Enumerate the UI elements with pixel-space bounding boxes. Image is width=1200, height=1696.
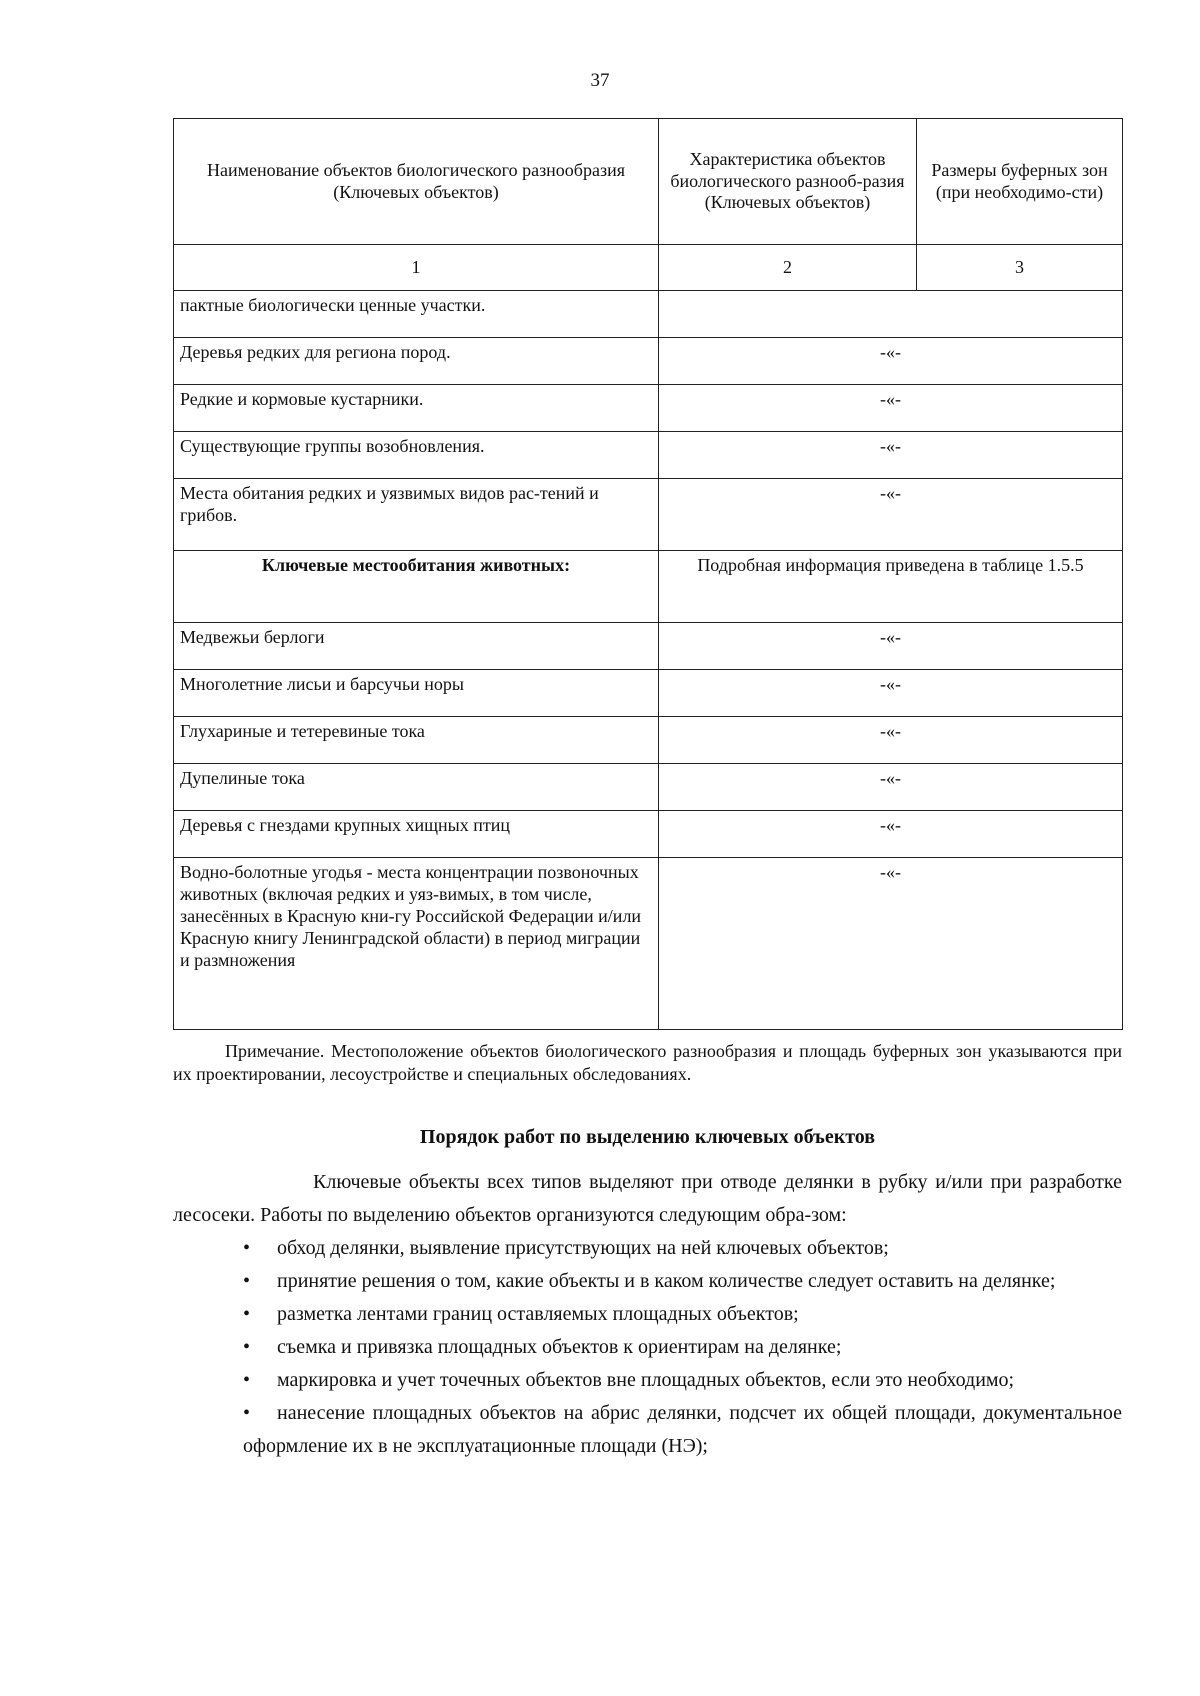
table-row bbox=[174, 811, 1123, 858]
row-value: -«- bbox=[659, 623, 1123, 670]
bullet-icon: • bbox=[243, 1237, 251, 1259]
table-row bbox=[174, 623, 1123, 670]
row-value: -«- bbox=[659, 338, 1123, 385]
row-value: -«- bbox=[659, 385, 1123, 432]
row-name: Многолетние лисьи и барсучьи норы bbox=[174, 670, 659, 717]
bullet-icon: • bbox=[243, 1336, 251, 1358]
row-name: Дупелиные тока bbox=[174, 764, 659, 811]
table-row-section bbox=[174, 551, 1123, 623]
row-name: Существующие группы возобновления. bbox=[174, 432, 659, 479]
table-row bbox=[174, 432, 1123, 479]
row-name: Деревья редких для региона пород. bbox=[174, 338, 659, 385]
list-item bbox=[173, 1331, 1122, 1364]
list-item-text: разметка лентами границ оставляемых площадных объектов; bbox=[277, 1303, 799, 1325]
list-item bbox=[173, 1232, 1122, 1265]
list-item-text: съемка и привязка площадных объектов к ориентирам на делянке; bbox=[277, 1336, 842, 1358]
row-name: Ключевые местообитания животных: bbox=[174, 551, 659, 623]
list-item bbox=[173, 1397, 1122, 1463]
table-row bbox=[174, 385, 1123, 432]
table-header-row bbox=[174, 119, 1123, 245]
row-name: Водно-болотные угодья - места концентрации позвоночных животных (включая редких и уяз-вимых, в том числе, занесённых в Красную кни-гу Российской Федерации и/или Красную книгу Ленинградской области) в период миграции и размножения bbox=[174, 858, 659, 1030]
header-buffer-zones: Размеры буферных зон (при необходимо-сти) bbox=[917, 119, 1123, 245]
row-value: -«- bbox=[659, 717, 1123, 764]
bullet-icon: • bbox=[243, 1402, 251, 1424]
row-name: Редкие и кормовые кустарники. bbox=[174, 385, 659, 432]
table-row bbox=[174, 717, 1123, 764]
biodiversity-table bbox=[173, 118, 1123, 1030]
table-row bbox=[174, 670, 1123, 717]
table-row bbox=[174, 479, 1123, 551]
table-row bbox=[174, 291, 1123, 338]
column-number: 1 bbox=[174, 245, 659, 291]
header-name: Наименование объектов биологического разнообразия (Ключевых объектов) bbox=[174, 119, 659, 245]
table-row bbox=[174, 858, 1123, 1030]
list-item-text: нанесение площадных объектов на абрис делянки, подсчет их общей площади, документальное оформление их в не эксплуатационные площади (НЭ); bbox=[243, 1402, 1122, 1457]
list-item bbox=[173, 1364, 1122, 1397]
list-item bbox=[173, 1265, 1122, 1298]
list-item-text: маркировка и учет точечных объектов вне площадных объектов, если это необходимо; bbox=[277, 1369, 1015, 1391]
row-value: -«- bbox=[659, 811, 1123, 858]
row-name: Деревья с гнездами крупных хищных птиц bbox=[174, 811, 659, 858]
page-number: 37 bbox=[590, 70, 610, 91]
row-value: -«- bbox=[659, 858, 1123, 1030]
row-value: -«- bbox=[659, 670, 1123, 717]
body-text bbox=[173, 1166, 1122, 1463]
row-value: -«- bbox=[659, 432, 1123, 479]
row-value: -«- bbox=[659, 479, 1123, 551]
header-characteristics: Характеристика объектов биологического разнооб-разия (Ключевых объектов) bbox=[659, 119, 917, 245]
list-item-text: принятие решения о том, какие объекты и в каком количестве следует оставить на делянке; bbox=[277, 1270, 1056, 1292]
row-value: Подробная информация приведена в таблице 1.5.5 bbox=[659, 551, 1123, 623]
bullet-icon: • bbox=[243, 1369, 251, 1391]
row-value: -«- bbox=[659, 764, 1123, 811]
row-name: Места обитания редких и уязвимых видов рас-тений и грибов. bbox=[174, 479, 659, 551]
table-row bbox=[174, 338, 1123, 385]
column-number: 3 bbox=[917, 245, 1123, 291]
bullet-icon: • bbox=[243, 1270, 251, 1292]
bullet-icon: • bbox=[243, 1303, 251, 1325]
section-title: Порядок работ по выделению ключевых объектов bbox=[419, 1126, 876, 1148]
table-note: Примечание. Местоположение объектов биологического разнообразия и площадь буферных зон указываются при их проектировании, лесоустройстве и специальных обследованиях. bbox=[173, 1041, 1122, 1084]
table-row bbox=[174, 764, 1123, 811]
intro-paragraph: Ключевые объекты всех типов выделяют при отводе делянки в рубку и/или при разработке лесосеки. Работы по выделению объектов организуются следующим обра-зом: bbox=[173, 1171, 1122, 1226]
list-item-text: обход делянки, выявление присутствующих на ней ключевых объектов; bbox=[277, 1237, 889, 1259]
column-number-row bbox=[174, 245, 1123, 291]
row-name: Медвежьи берлоги bbox=[174, 623, 659, 670]
row-name: Глухариные и тетеревиные тока bbox=[174, 717, 659, 764]
column-number: 2 bbox=[659, 245, 917, 291]
list-item bbox=[173, 1298, 1122, 1331]
row-value bbox=[659, 291, 1123, 338]
row-name: пактные биологически ценные участки. bbox=[174, 291, 659, 338]
